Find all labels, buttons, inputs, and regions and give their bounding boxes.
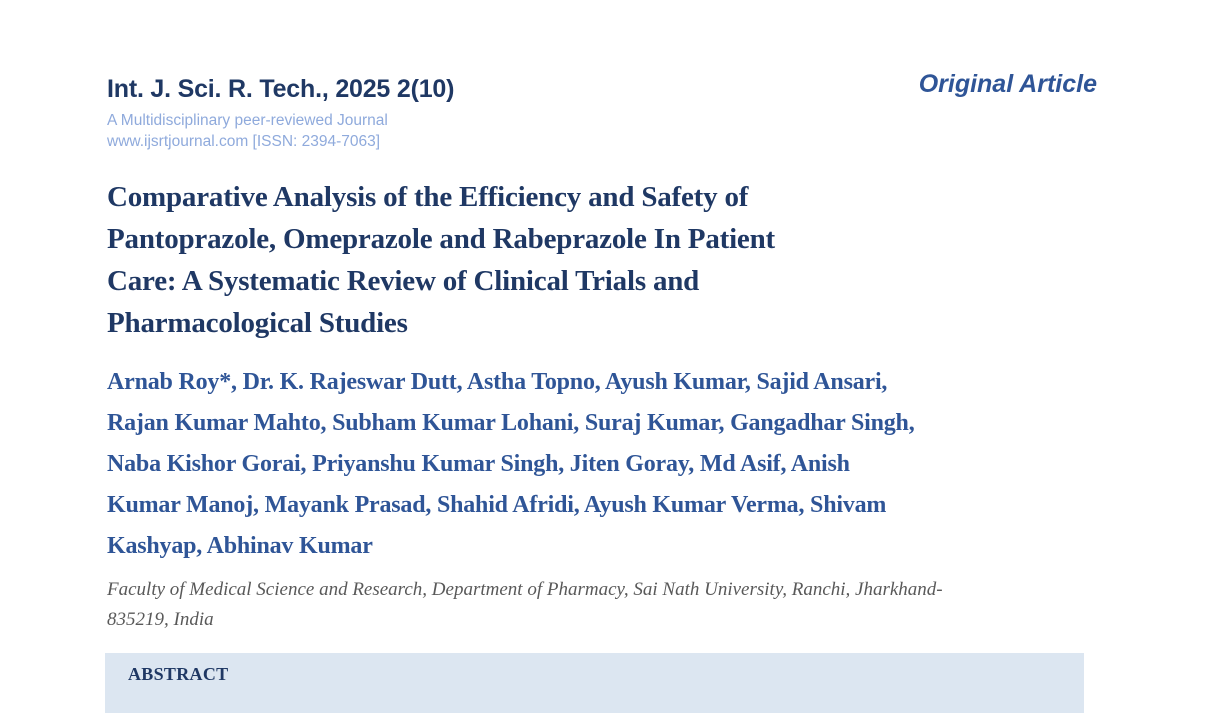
journal-subtitle: A Multidisciplinary peer-reviewed Journal	[107, 112, 388, 129]
article-title-line-4: Pharmacological Studies	[107, 307, 408, 339]
author-list-line-1: Arnab Roy*, Dr. K. Rajeswar Dutt, Astha Topno, Ayush Kumar, Sajid Ansari,	[107, 369, 888, 395]
article-title-line-3: Care: A Systematic Review of Clinical Trials and	[107, 265, 700, 297]
article-type-label: Original Article	[918, 70, 1097, 98]
journal-masthead	[107, 74, 454, 152]
abstract-heading: ABSTRACT	[128, 664, 229, 684]
author-affiliation	[107, 575, 1107, 635]
author-list	[107, 362, 1107, 567]
article-title-line-2: Pantoprazole, Omeprazole and Rabeprazole In Patient	[107, 223, 775, 255]
abstract-section-header	[105, 653, 1084, 713]
affiliation-line-2: 835219, India	[107, 609, 214, 630]
author-list-line-5: Kashyap, Abhinav Kumar	[107, 533, 373, 559]
article-title-line-1: Comparative Analysis of the Efficiency and Safety of	[107, 181, 749, 213]
author-list-line-2: Rajan Kumar Mahto, Subham Kumar Lohani, Suraj Kumar, Gangadhar Singh,	[107, 410, 915, 436]
journal-title: Int. J. Sci. R. Tech., 2025 2(10)	[107, 75, 455, 103]
journal-url-issn: www.ijsrtjournal.com [ISSN: 2394-7063]	[107, 133, 381, 150]
author-list-line-4: Kumar Manoj, Mayank Prasad, Shahid Afridi, Ayush Kumar Verma, Shivam	[107, 492, 887, 518]
article-title	[107, 176, 1067, 344]
affiliation-line-1: Faculty of Medical Science and Research, Department of Pharmacy, Sai Nath University, Ranchi, Jharkhand-	[107, 579, 943, 600]
author-list-line-3: Naba Kishor Gorai, Priyanshu Kumar Singh, Jiten Goray, Md Asif, Anish	[107, 451, 850, 477]
